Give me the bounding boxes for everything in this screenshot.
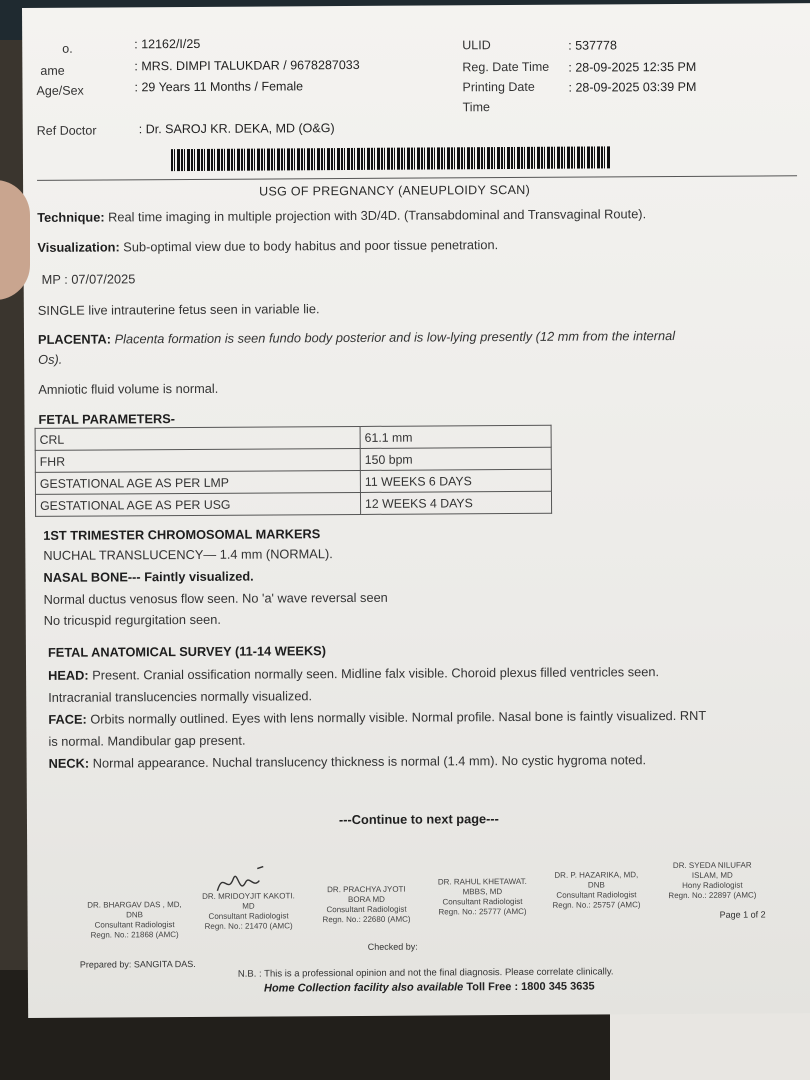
doctor-regn: Regn. No.: 21868 (AMC) xyxy=(90,930,179,940)
doctor-name: DR. MRIDOYJIT KAKOTI. xyxy=(202,891,295,901)
doctor-title: Consultant Radiologist xyxy=(326,904,407,915)
fetal-parameters-title: FETAL PARAMETERS- xyxy=(38,411,176,427)
doctor-title: Consultant Radiologist xyxy=(94,920,175,930)
param-label: GESTATIONAL AGE AS PER LMP xyxy=(35,470,360,494)
technique-text: Real time imaging in multiple projection with 3D/4D. (Transabdominal and Transvaginal Route). xyxy=(104,206,647,225)
doctor-degree: BORA MD xyxy=(347,894,385,905)
doctor-degree: MBBS, MD xyxy=(462,887,503,897)
regdate-label: Reg. Date Time xyxy=(462,59,550,75)
placenta-text: Placenta formation is seen fundo body posterior and is low-lying presently (12 mm from the internal xyxy=(110,328,676,347)
doctor-name: DR. PRACHYA JYOTI xyxy=(327,884,406,895)
name-label: ame xyxy=(40,63,65,78)
printdate-label: Printing Date xyxy=(462,79,535,95)
toll-free: Toll Free : 1800 345 3635 xyxy=(463,980,595,994)
table-row xyxy=(35,425,551,450)
neck-text: Normal appearance. Nuchal translucency thickness is normal (1.4 mm). No cystic hygroma noted. xyxy=(89,752,647,771)
no-value: : 12162/I/25 xyxy=(134,36,201,52)
table-row xyxy=(35,447,551,472)
lmp-line: MP : 07/07/2025 xyxy=(41,271,136,287)
doctor-regn: Regn. No.: 22897 (AMC) xyxy=(668,890,757,901)
printdate-value: : 28-09-2025 03:39 PM xyxy=(568,79,697,95)
thumb xyxy=(0,180,30,300)
doctor-name: DR. RAHUL KHETAWAT. xyxy=(437,876,527,887)
markers-title: 1ST TRIMESTER CHROMOSOMAL MARKERS xyxy=(43,526,321,543)
doctor-regn: Regn. No.: 22680 (AMC) xyxy=(322,914,411,925)
tricuspid-line: No tricuspid regurgitation seen. xyxy=(43,611,221,628)
table-row xyxy=(35,491,551,516)
visualization-label: Visualization: xyxy=(37,239,120,255)
head-text: Present. Cranial ossification normally seen. Midline falx visible. Choroid plexus filled ventricles seen. xyxy=(88,664,660,683)
param-label: CRL xyxy=(35,426,360,450)
doctor-name: DR. SYEDA NILUFAR xyxy=(672,860,752,871)
doctor-degree: ISLAM, MD xyxy=(691,870,733,880)
face-line xyxy=(48,708,706,727)
doctor-regn: Regn. No.: 25777 (AMC) xyxy=(438,906,527,917)
continue-text: ---Continue to next page--- xyxy=(338,811,499,828)
param-value: 11 WEEKS 6 DAYS xyxy=(360,469,551,492)
doctor-degree: DNB xyxy=(587,880,605,890)
placenta-text-2: Os). xyxy=(38,351,63,367)
doctor-regn: Regn. No.: 21470 (AMC) xyxy=(204,921,293,931)
printdate-label-2: Time xyxy=(462,100,490,115)
agesex-value: : 29 Years 11 Months / Female xyxy=(134,79,304,95)
amniotic-line: Amniotic fluid volume is normal. xyxy=(38,380,219,397)
visualization-line xyxy=(37,237,498,255)
technique-label: Technique: xyxy=(37,209,105,225)
doctor-title: Consultant Radiologist xyxy=(442,896,523,907)
technique-line xyxy=(37,206,646,225)
doctor-title: Hony Radiologist xyxy=(682,880,743,890)
neck-label: NECK: xyxy=(48,755,90,771)
fetal-parameters-table xyxy=(35,425,553,517)
ulid-value: : 537778 xyxy=(568,38,617,53)
ductus-line: Normal ductus venosus flow seen. No 'a' wave reversal seen xyxy=(43,589,388,607)
agesex-label: Age/Sex xyxy=(36,83,84,98)
face-text: Orbits normally outlined. Eyes with lens normally visible. Normal profile. Nasal bone is faintly visualized. RNT xyxy=(86,707,707,727)
doctor-title: Consultant Radiologist xyxy=(208,911,289,921)
doctor-degree: DNB xyxy=(126,910,144,920)
doctor-block xyxy=(193,891,303,932)
doctor-block xyxy=(311,885,421,926)
single-text: live intrauterine fetus seen in variable lie. xyxy=(84,301,320,318)
doctor-block xyxy=(541,870,651,911)
visualization-text: Sub-optimal view due to body habitus and poor tissue penetration. xyxy=(119,237,499,255)
param-label: FHR xyxy=(35,448,360,472)
doctor-block xyxy=(657,860,767,901)
doctor-degree: MD xyxy=(242,901,255,911)
doctor-name: DR. BHARGAV DAS , MD, xyxy=(87,900,182,910)
barcode xyxy=(171,146,611,171)
param-value: 61.1 mm xyxy=(360,425,551,448)
neck-line xyxy=(49,752,647,771)
nb-note: N.B. : This is a professional opinion and not the final diagnosis. Please correlate clinically. xyxy=(237,966,614,980)
placenta-line xyxy=(38,328,675,347)
doctor-regn: Regn. No.: 25757 (AMC) xyxy=(552,900,641,910)
head-label: HEAD: xyxy=(48,667,89,683)
head-line-2: Intracranial translucencies normally visualized. xyxy=(48,688,313,705)
report-paper xyxy=(22,3,810,1018)
single-line xyxy=(38,301,320,318)
home-collection-text: Home Collection facility also available xyxy=(263,981,464,995)
ulid-label: ULID xyxy=(462,38,491,53)
param-value: 12 WEEKS 4 DAYS xyxy=(360,491,551,514)
survey-title: FETAL ANATOMICAL SURVEY (11-14 WEEKS) xyxy=(47,643,327,660)
doctor-title: Consultant Radiologist xyxy=(556,890,637,900)
param-label: GESTATIONAL AGE AS PER USG xyxy=(35,492,360,516)
single-bold: SINGLE xyxy=(37,302,85,318)
placenta-label: PLACENTA: xyxy=(37,331,112,347)
doctor-name: DR. P. HAZARIKA, MD, xyxy=(554,870,639,880)
prepared-by: Prepared by: SANGITA DAS. xyxy=(79,958,196,970)
name-value: : MRS. DIMPI TALUKDAR / 9678287033 xyxy=(134,57,360,74)
doctor-block xyxy=(79,900,189,941)
head-line xyxy=(48,664,659,683)
face-line-2: is normal. Mandibular gap present. xyxy=(48,732,246,749)
face-label: FACE: xyxy=(48,711,87,727)
refdoc-value: : Dr. SAROJ KR. DEKA, MD (O&G) xyxy=(138,121,335,137)
no-label: o. xyxy=(62,41,73,56)
param-value: 150 bpm xyxy=(360,447,551,470)
regdate-value: : 28-09-2025 12:35 PM xyxy=(568,59,697,75)
nt-line: NUCHAL TRANSLUCENCY— 1.4 mm (NORMAL). xyxy=(43,546,333,563)
doctor-block xyxy=(427,877,537,918)
home-collection xyxy=(264,981,595,995)
refdoc-label: Ref Doctor xyxy=(36,123,97,138)
checked-by: Checked by: xyxy=(367,941,418,952)
header-rule xyxy=(37,175,797,181)
page-number: Page 1 of 2 xyxy=(719,909,766,920)
nasal-line: NASAL BONE--- Faintly visualized. xyxy=(43,568,254,585)
table-row xyxy=(35,469,551,494)
report-title: USG OF PREGNANCY (ANEUPLOIDY SCAN) xyxy=(259,182,531,199)
